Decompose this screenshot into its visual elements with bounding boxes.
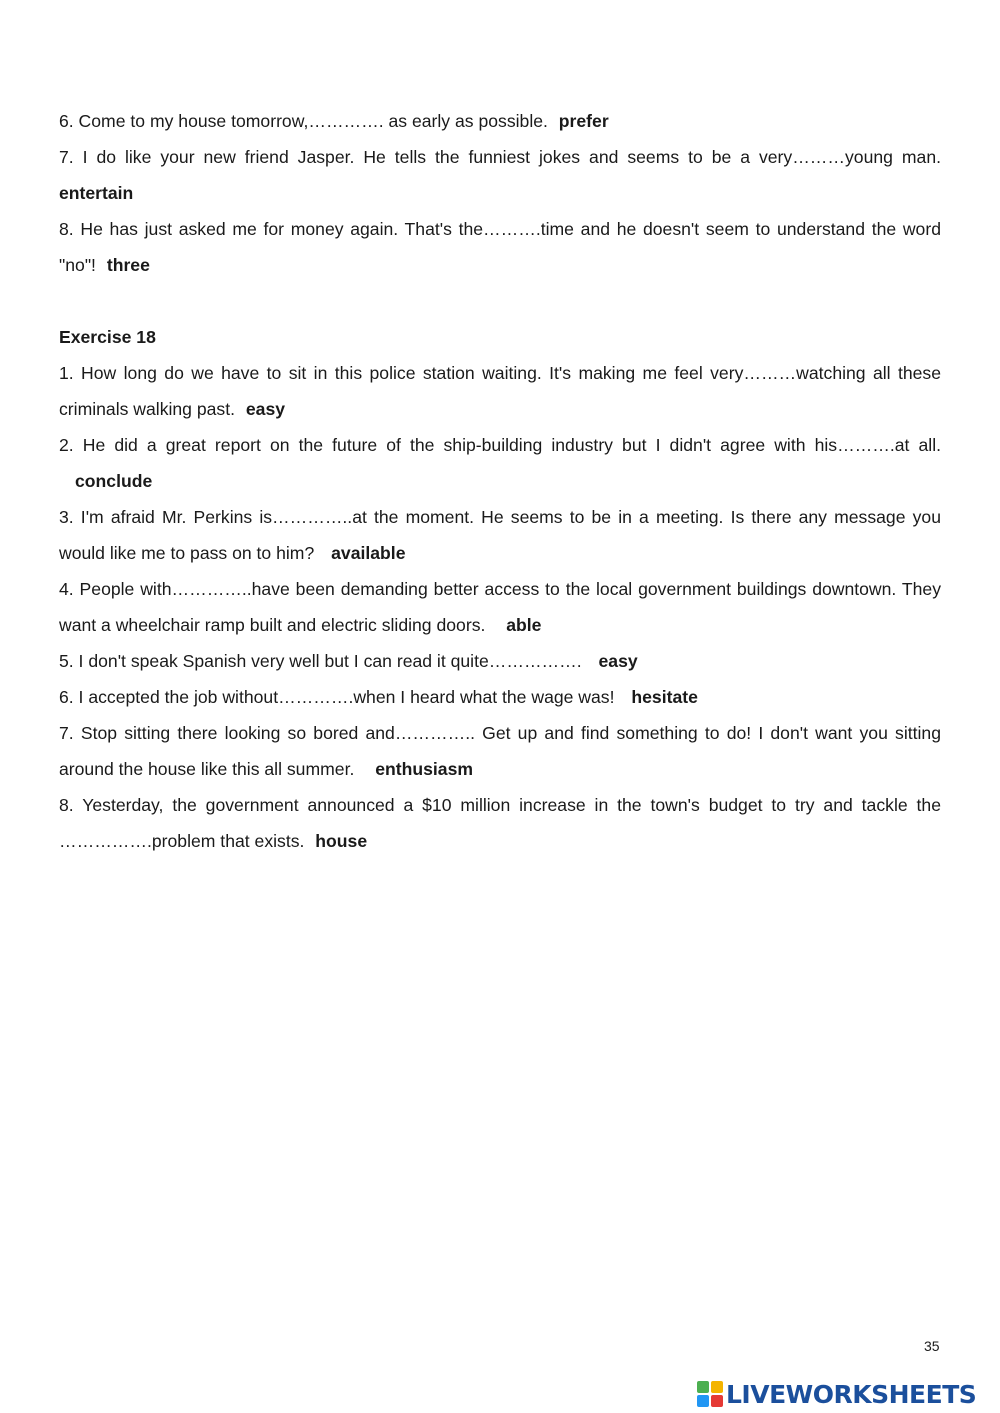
exercise-item: [59, 427, 941, 499]
item-text: 1. How long do we have to sit in this police station waiting. It's making me feel very………watching all these criminals walking past.: [59, 363, 941, 419]
item-text: 4. People with…………..have been demanding better access to the local government buildings downtown. They want a wheelchair ramp built and electric sliding doors.: [59, 579, 941, 635]
page-number: 35: [924, 1338, 940, 1354]
item-text: 6. Come to my house tomorrow,…………. as early as possible.: [59, 111, 548, 131]
exercise-item: [59, 355, 941, 427]
item-keyword: easy: [245, 399, 286, 419]
item-text: 7. Stop sitting there looking so bored and………….. Get up and find something to do! I don't want you sitting around the house like this all summer.: [59, 723, 941, 779]
item-text: 6. I accepted the job without………….when I heard what the wage was!: [59, 687, 615, 707]
exercise-item: [59, 679, 941, 715]
item-keyword: conclude: [75, 471, 153, 491]
exercise-item: [59, 787, 941, 859]
exercise-heading: Exercise 18: [59, 327, 156, 347]
item-keyword: prefer: [558, 111, 609, 131]
item-text: 2. He did a great report on the future of the ship-building industry but I didn't agree with his……….at all.: [59, 435, 941, 455]
item-keyword: three: [106, 255, 150, 275]
item-text: 7. I do like your new friend Jasper. He tells the funniest jokes and seems to be a very………young man.: [59, 147, 941, 167]
section-spacer: [59, 283, 941, 319]
item-text: 8. Yesterday, the government announced a $10 million increase in the town's budget to try and tackle the …………….problem that exists.: [59, 795, 941, 851]
exercise-item: [59, 103, 941, 139]
exercise-item: [59, 211, 941, 283]
item-keyword: able: [506, 615, 542, 635]
exercise-item: [59, 643, 941, 679]
item-keyword: easy: [598, 651, 638, 671]
item-keyword: hesitate: [631, 687, 698, 707]
worksheet-content: [59, 103, 941, 859]
item-text: 8. He has just asked me for money again. That's the……….time and he doesn't seem to understand the word "no"!: [59, 219, 941, 275]
liveworksheets-logo-icon: [697, 1381, 723, 1407]
item-keyword: entertain: [59, 183, 134, 203]
item-keyword: house: [315, 831, 368, 851]
exercise-item: [59, 139, 941, 211]
brand-name: LIVEWORKSHEETS: [726, 1379, 977, 1409]
exercise-item: [59, 571, 941, 643]
exercise-item: [59, 499, 941, 571]
item-text: 3. I'm afraid Mr. Perkins is…………..at the moment. He seems to be in a meeting. Is there any message you would like me to pass on to him?: [59, 507, 941, 563]
exercise-item: [59, 715, 941, 787]
item-text: 5. I don't speak Spanish very well but I can read it quite…………….: [59, 651, 582, 671]
brand-watermark[interactable]: [697, 1378, 976, 1410]
item-keyword: available: [331, 543, 406, 563]
item-keyword: enthusiasm: [375, 759, 474, 779]
